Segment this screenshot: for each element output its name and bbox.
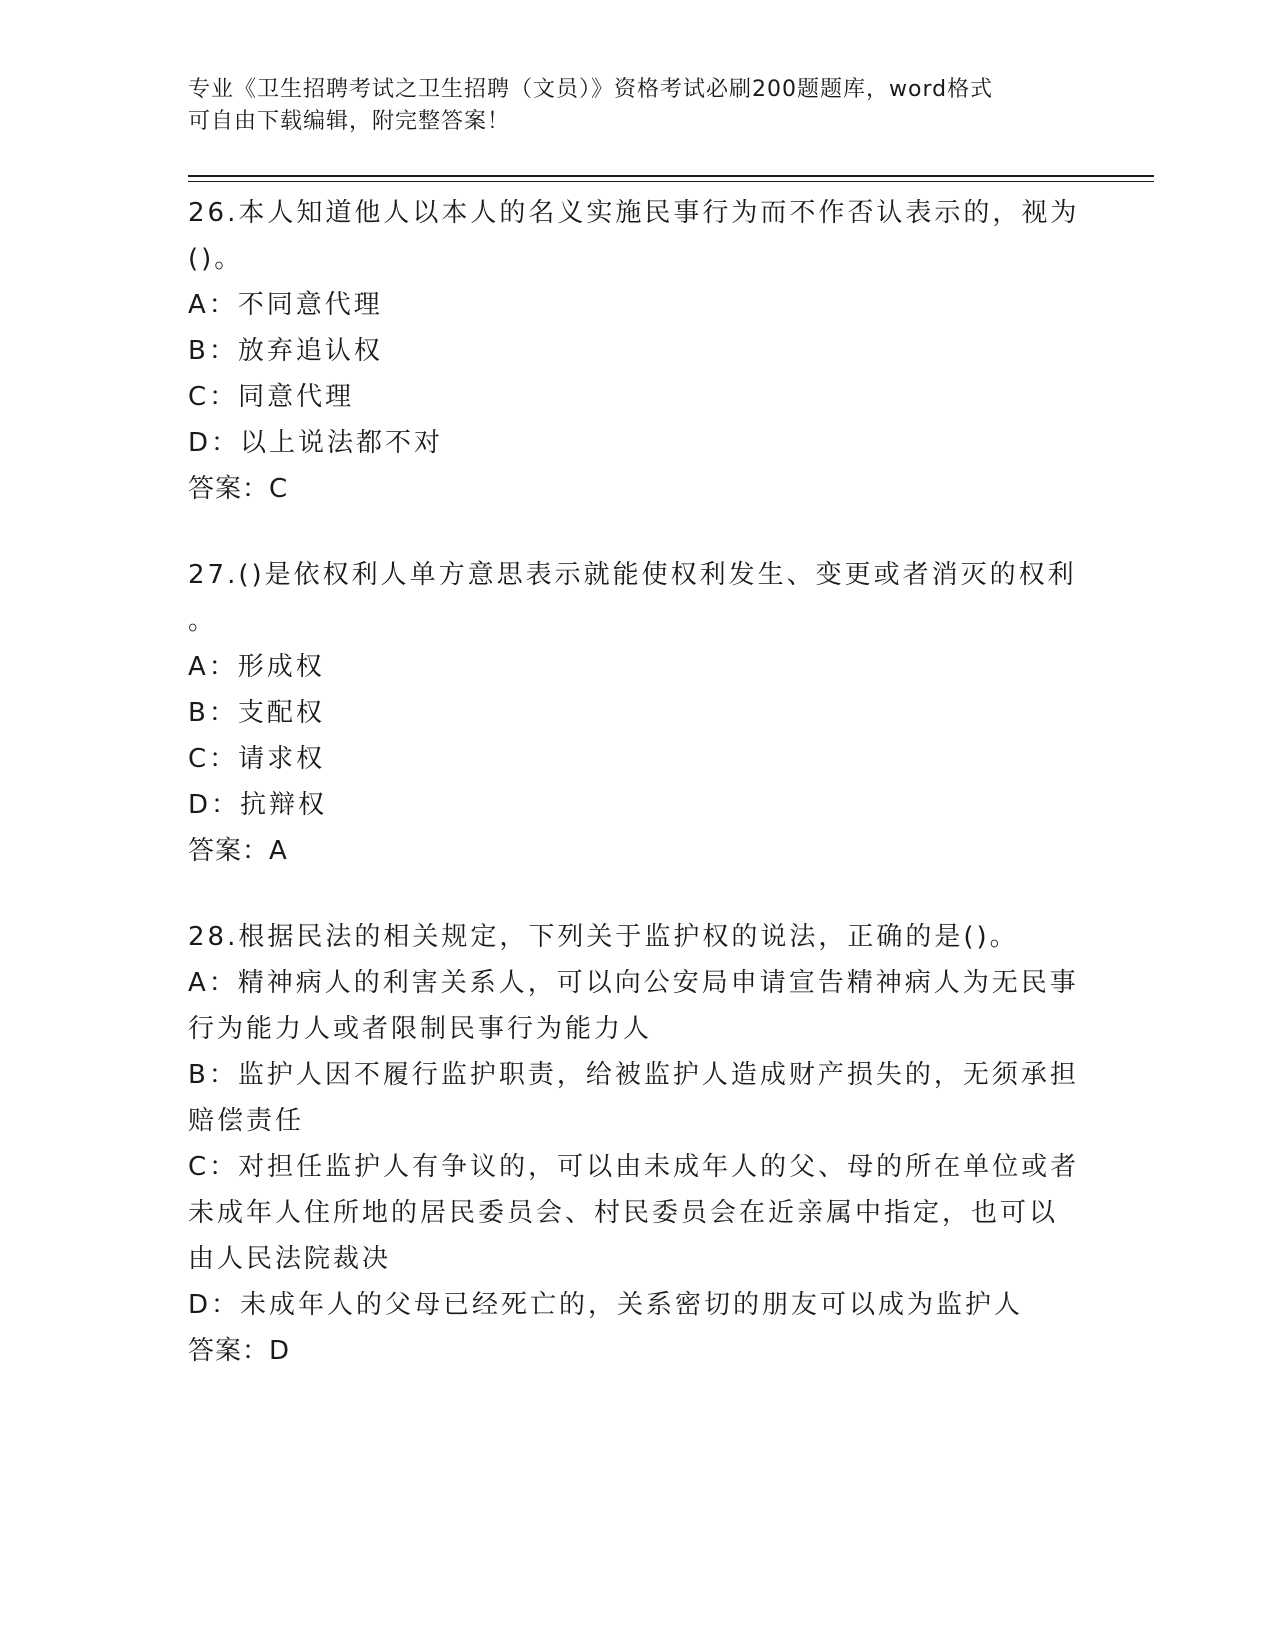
answer-line: 答案：A: [188, 836, 288, 866]
option-c: C：请求权: [188, 744, 326, 774]
question-spacer: [188, 874, 1078, 914]
option-b: B：放弃追认权: [188, 336, 383, 366]
question-stem-line: ()。: [188, 244, 244, 274]
option-a: A：形成权: [188, 652, 325, 682]
document-header: [188, 74, 1068, 138]
question-list: [188, 190, 1078, 1374]
question-27: [188, 552, 1078, 874]
option-c-continued: 未成年人住所地的居民委员会、村民委员会在近亲属中指定，也可以: [188, 1198, 1059, 1228]
answer-line: 答案：C: [188, 474, 289, 504]
option-b: B：支配权: [188, 698, 325, 728]
option-c-continued: 由人民法院裁决: [188, 1244, 392, 1274]
question-stem-line: 27.()是依权利人单方意思表示就能使权利发生、变更或者消灭的权利: [188, 560, 1077, 590]
option-d: D：抗辩权: [188, 790, 328, 820]
question-stem-line: 28.根据民法的相关规定，下列关于监护权的说法，正确的是()。: [188, 922, 1019, 952]
question-stem-line: 。: [188, 606, 218, 636]
question-stem-line: 26.本人知道他人以本人的名义实施民事行为而不作否认表示的，视为: [188, 198, 1080, 228]
option-a: A：精神病人的利害关系人，可以向公安局申请宣告精神病人为无民事: [188, 968, 1079, 998]
header-line-2: 可自由下载编辑，附完整答案！: [188, 109, 511, 134]
header-divider-thick: [188, 175, 1154, 177]
header-divider-thin: [188, 181, 1154, 182]
option-c: C：同意代理: [188, 382, 355, 412]
option-b-continued: 赔偿责任: [188, 1106, 305, 1136]
option-d: D：以上说法都不对: [188, 428, 444, 458]
question-spacer: [188, 512, 1078, 552]
option-c: C：对担任监护人有争议的，可以由未成年人的父、母的所在单位或者: [188, 1152, 1080, 1182]
header-line-1: 专业《卫生招聘考试之卫生招聘（文员）》资格考试必刷200题题库，word格式: [188, 77, 994, 102]
option-b: B：监护人因不履行监护职责，给被监护人造成财产损失的，无须承担: [188, 1060, 1079, 1090]
option-a: A：不同意代理: [188, 290, 383, 320]
question-28: [188, 914, 1078, 1374]
question-26: [188, 190, 1078, 512]
option-d: D：未成年人的父母已经死亡的，关系密切的朋友可以成为监护人: [188, 1290, 1024, 1320]
answer-line: 答案：D: [188, 1336, 291, 1366]
option-a-continued: 行为能力人或者限制民事行为能力人: [188, 1014, 653, 1044]
